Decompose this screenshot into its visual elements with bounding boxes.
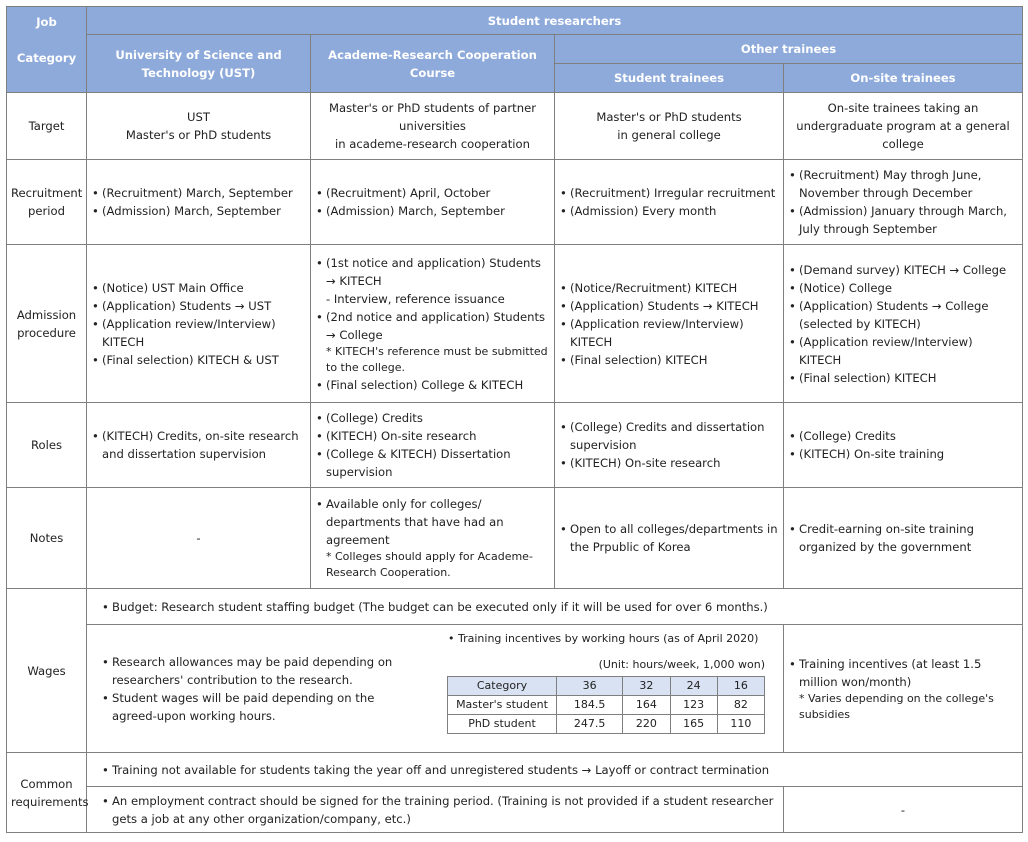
notes-label: Notes xyxy=(7,488,87,589)
list-item: • (Final selection) KITECH xyxy=(559,351,779,369)
list-subitem: - Interview, reference issuance xyxy=(326,291,505,306)
list-item: • (Recruitment) April, October xyxy=(315,184,550,202)
table-cell: 164 xyxy=(623,695,670,714)
list-item: • (Notice/Recruitment) KITECH xyxy=(559,279,779,297)
student-researcher-table xyxy=(6,6,1023,833)
list-item: • Budget: Research student staffing budget (The budget can be executed only if it will be used for over 6 months.) xyxy=(101,598,1018,616)
table-cell: 184.5 xyxy=(557,695,623,714)
table-header-cell: 36 xyxy=(557,676,623,695)
document xyxy=(6,6,1023,833)
academe-header: Academe-Research Cooperation Course xyxy=(311,35,555,93)
roles-onsite xyxy=(784,403,1023,488)
list-item: • (College) Credits and dissertation supervision xyxy=(559,418,779,454)
list-item: • (Application review/Interview) KITECH xyxy=(559,315,779,351)
list-item: • (KITECH) On-site research xyxy=(315,427,550,445)
roles-ust xyxy=(87,403,311,488)
list-item: • Open to all colleges/departments in the Prpublic of Korea xyxy=(559,520,779,556)
notes-ust: - xyxy=(87,488,311,589)
list-item: • An employment contract should be signed for the training period. (Training is not provided if a student researcher gets a job at any other organization/company, etc.) xyxy=(101,792,779,828)
recruitment-student xyxy=(555,160,784,245)
table-header-cell: 24 xyxy=(670,676,717,695)
list-item: • Available only for colleges/ departments that have had an agreement xyxy=(315,495,550,549)
roles-academe xyxy=(311,403,555,488)
list-item: • (College) Credits xyxy=(788,427,1018,445)
wages-label: Wages xyxy=(7,589,87,753)
list-item: • (Final selection) College & KITECH xyxy=(315,376,550,394)
list-item: • (Final selection) KITECH & UST xyxy=(91,351,306,369)
list-item: • (College & KITECH) Dissertation supervision xyxy=(315,445,550,481)
roles-student xyxy=(555,403,784,488)
list-item: • (Application review/Interview) KITECH xyxy=(788,333,1018,369)
list-item: • (KITECH) On-site research xyxy=(559,454,779,472)
common-line2 xyxy=(87,787,784,833)
list-item: • (Recruitment) May throgh June, November through December xyxy=(788,166,1018,202)
table-header-cell: 32 xyxy=(623,676,670,695)
list-item: • (Admission) March, September xyxy=(91,202,306,220)
ust-header: University of Science and Technology (UST) xyxy=(87,35,311,93)
target-academe-line: in academe-research cooperation xyxy=(335,137,530,151)
list-item: • Training not available for students taking the year off and unregistered students → Layoff or contract termination xyxy=(101,761,1018,779)
table-cell: PhD student xyxy=(448,714,557,733)
target-academe-line: Master's or PhD students of partner universities xyxy=(329,101,536,133)
category-label: Category xyxy=(16,51,77,65)
list-item: • (Recruitment) March, September xyxy=(91,184,306,202)
target-ust xyxy=(87,93,311,160)
common-label: Common requirements xyxy=(7,753,87,833)
other-trainees-header: Other trainees xyxy=(555,35,1023,64)
list-item: • (Application review/Interview) KITECH xyxy=(91,315,306,351)
target-student xyxy=(555,93,784,160)
list-item: • (Admission) January through March, July through September xyxy=(788,202,1018,238)
common-line2-right: - xyxy=(784,787,1023,833)
admission-ust xyxy=(87,245,311,403)
notes-onsite xyxy=(784,488,1023,589)
wages-budget xyxy=(87,589,1023,625)
target-ust-line: UST xyxy=(187,110,210,124)
list-item: • (Admission) March, September xyxy=(315,202,550,220)
unit-label: (Unit: hours/week, 1,000 won) xyxy=(598,657,765,671)
list-item: • (Recruitment) Irregular recruitment xyxy=(559,184,779,202)
table-row xyxy=(448,714,765,733)
list-item: • Student wages will be paid depending on the agreed-upon working hours. xyxy=(101,689,417,725)
onsite-trainees-header: On-site trainees xyxy=(784,64,1023,93)
target-academe xyxy=(311,93,555,160)
list-item: • Credit-earning on-site training organized by the government xyxy=(788,520,1018,556)
list-note: * KITECH's reference must be submitted to the college. xyxy=(326,344,548,374)
target-label: Target xyxy=(7,93,87,160)
table-cell: 123 xyxy=(670,695,717,714)
student-trainees-header: Student trainees xyxy=(555,64,784,93)
list-item: • Research allowances may be paid depending on researchers' contribution to the research. xyxy=(101,653,417,689)
list-item: • (Application) Students → UST xyxy=(91,297,306,315)
list-item: • (KITECH) On-site training xyxy=(788,445,1018,463)
list-item: • Training incentives (at least 1.5 million won/month) xyxy=(788,655,1018,691)
admission-onsite xyxy=(784,245,1023,403)
job-label: Job xyxy=(36,15,57,29)
target-student-line: in general college xyxy=(617,128,721,142)
list-item: • (Final selection) KITECH xyxy=(788,369,1018,387)
wages-detail xyxy=(87,625,784,753)
list-item: • (Notice) College xyxy=(788,279,1018,297)
table-cell: 247.5 xyxy=(557,714,623,733)
recruitment-academe xyxy=(311,160,555,245)
incentive-title: • Training incentives by working hours (as of April 2020) xyxy=(447,630,775,648)
target-ust-line: Master's or PhD students xyxy=(125,128,272,142)
list-item: • (1st notice and application) Students → KITECH xyxy=(315,254,550,290)
admission-student xyxy=(555,245,784,403)
common-line1 xyxy=(87,753,1023,787)
recruitment-ust xyxy=(87,160,311,245)
list-item: • (College) Credits xyxy=(315,409,550,427)
list-item: • (Application) Students → KITECH xyxy=(559,297,779,315)
wages-onsite xyxy=(784,625,1023,753)
list-item: • (Admission) Every month xyxy=(559,202,779,220)
table-row xyxy=(448,695,765,714)
recruitment-label: Recruitment period xyxy=(7,160,87,245)
table-cell: 165 xyxy=(670,714,717,733)
admission-label: Admission procedure xyxy=(7,245,87,403)
table-header-cell: 16 xyxy=(717,676,764,695)
table-header-cell: Category xyxy=(448,676,557,695)
target-onsite: On-site trainees taking an undergraduate program at a general college xyxy=(784,93,1023,160)
job-category-header xyxy=(7,7,87,93)
incentive-table xyxy=(447,676,765,734)
table-cell: 110 xyxy=(717,714,764,733)
notes-academe xyxy=(311,488,555,589)
table-cell: Master's student xyxy=(448,695,557,714)
list-item: • (KITECH) Credits, on-site research and dissertation supervision xyxy=(91,427,306,463)
admission-academe xyxy=(311,245,555,403)
list-item: • (Application) Students → College (selected by KITECH) xyxy=(788,297,1018,333)
table-cell: 82 xyxy=(717,695,764,714)
notes-student xyxy=(555,488,784,589)
target-student-line: Master's or PhD students xyxy=(596,110,742,124)
list-note: * Colleges should apply for Academe-Research Cooperation. xyxy=(326,550,533,579)
recruitment-onsite xyxy=(784,160,1023,245)
table-cell: 220 xyxy=(623,714,670,733)
list-item: • (2nd notice and application) Students → College xyxy=(315,308,550,344)
student-researchers-header: Student researchers xyxy=(87,7,1023,35)
list-item: • (Notice) UST Main Office xyxy=(91,279,306,297)
roles-label: Roles xyxy=(7,403,87,488)
list-note: * Varies depending on the college's subsidies xyxy=(799,691,994,721)
list-item: • (Demand survey) KITECH → College xyxy=(788,261,1018,279)
